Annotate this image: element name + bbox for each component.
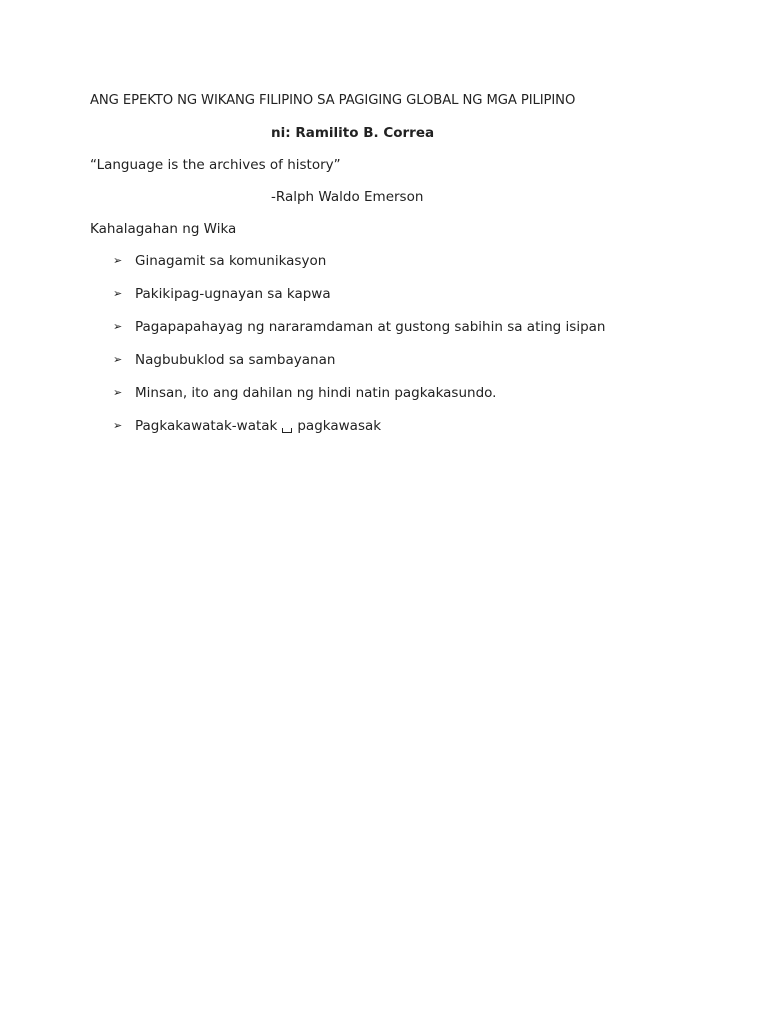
- epigraph-quote: “Language is the archives of history”: [90, 157, 341, 173]
- list-item-text-after: pagkawasak: [297, 418, 382, 434]
- list-item-text: Minsan, ito ang dahilan ng hindi natin pagkakasundo.: [135, 385, 497, 401]
- bullet-list: [113, 252, 605, 450]
- list-item: [113, 252, 605, 285]
- document-title: ANG EPEKTO NG WIKANG FILIPINO SA PAGIGING GLOBAL NG MGA PILIPINO: [90, 93, 576, 108]
- missing-glyph-icon: [282, 428, 292, 433]
- list-item: [113, 318, 605, 351]
- arrowhead-bullet-icon: ➢: [113, 419, 123, 432]
- arrowhead-bullet-icon: ➢: [113, 353, 123, 366]
- list-item: [113, 285, 605, 318]
- list-item-text: Pagkakawatak-watak: [135, 418, 278, 434]
- arrowhead-bullet-icon: ➢: [113, 386, 123, 399]
- list-item-text: Ginagamit sa komunikasyon: [135, 253, 327, 269]
- list-item-text-group: [135, 417, 381, 435]
- epigraph-attribution: -Ralph Waldo Emerson: [271, 189, 424, 205]
- list-item-text: Nagbubuklod sa sambayanan: [135, 352, 336, 368]
- document-author: ni: Ramilito B. Correa: [271, 125, 435, 141]
- list-item: [113, 351, 605, 384]
- list-item: [113, 384, 605, 417]
- arrowhead-bullet-icon: ➢: [113, 254, 123, 267]
- list-item-text: Pakikipag-ugnayan sa kapwa: [135, 286, 331, 302]
- list-item-text: Pagapapahayag ng nararamdaman at gustong sabihin sa ating isipan: [135, 319, 606, 335]
- arrowhead-bullet-icon: ➢: [113, 320, 123, 333]
- list-item: [113, 417, 605, 450]
- section-heading: Kahalagahan ng Wika: [90, 221, 237, 237]
- arrowhead-bullet-icon: ➢: [113, 287, 123, 300]
